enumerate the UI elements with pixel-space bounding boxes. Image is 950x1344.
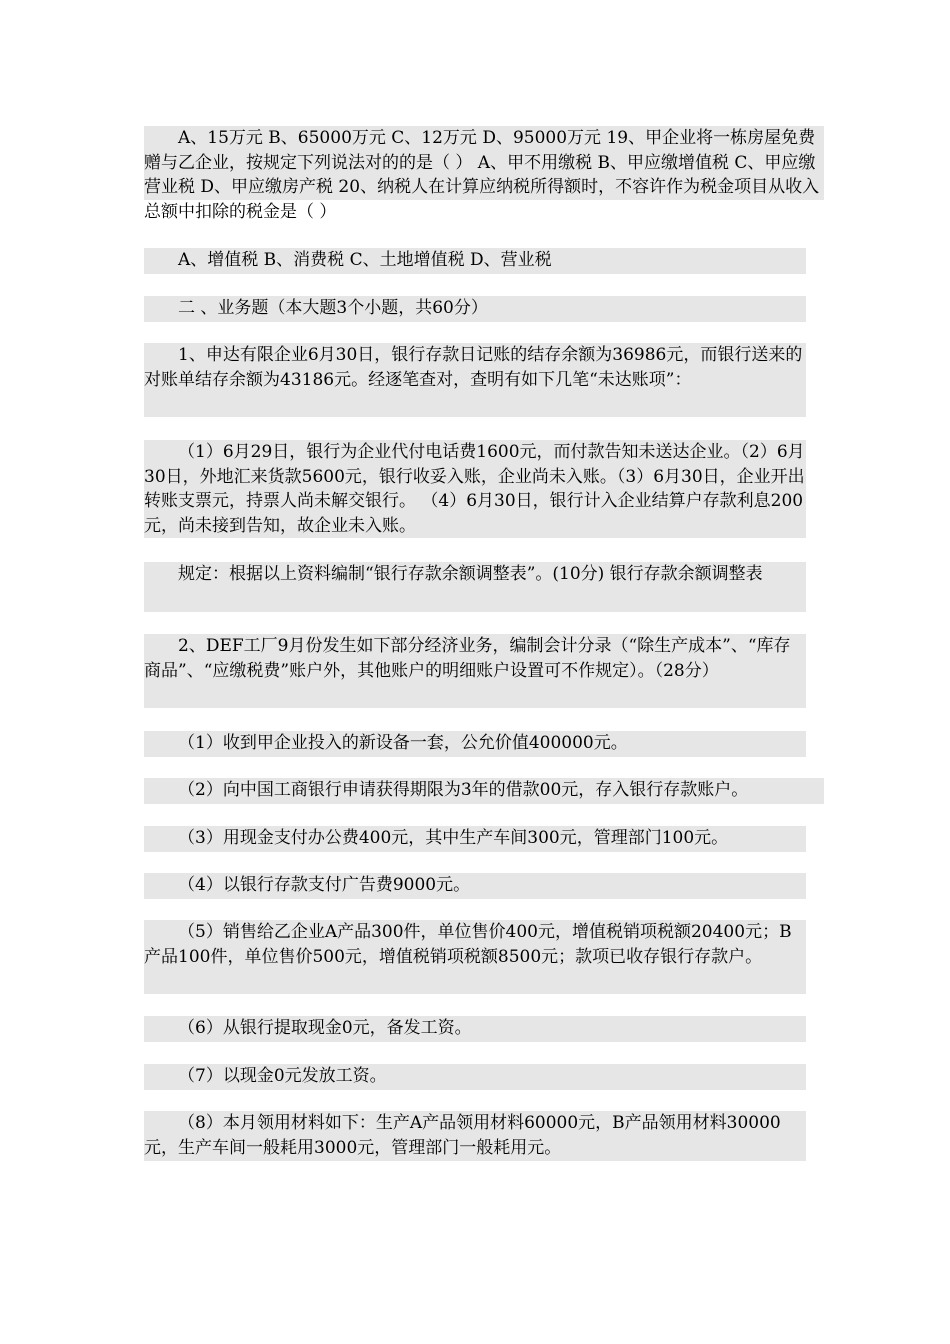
list-item-2-1 — [144, 731, 806, 757]
list-item-text: （2）向中国工商银行申请获得期限为3年的借款00元，存入银行存款账户。 — [178, 780, 749, 800]
paragraph-q20-options — [144, 248, 806, 274]
list-item-2-7 — [144, 1064, 806, 1090]
section-heading-text: 二 、业务题（本大题3个小题，共60分） — [178, 298, 488, 318]
paragraph-problem-2 — [144, 634, 806, 708]
list-item-text: （6）从银行提取现金0元，备发工资。 — [178, 1018, 472, 1038]
list-item-text: （4）以银行存款支付广告费9000元。 — [178, 875, 471, 895]
list-item-text: （1）收到甲企业投入的新设备一套，公允价值400000元。 — [178, 733, 628, 753]
paragraph-text: 规定：根据以上资料编制“银行存款余额调整表”。(10分) 银行存款余额调整表 — [178, 564, 763, 584]
paragraph-problem-1 — [144, 343, 806, 417]
list-item-2-5 — [144, 920, 806, 994]
paragraph-text: （1）6月29日，银行为企业代付电话费1600元，而付款告知未送达企业。（2）6月30日，外地汇来货款5600元，银行收妥入账，企业尚未入账。（3）6月30日，企业开出转账支票元，持票人尚未解交银行。 （4）6月30日，银行计入企业结算户存款利息200元，尚未接到告知，故企业未入账。 — [144, 442, 805, 536]
paragraph-q18-q20 — [144, 126, 824, 222]
list-item-2-2 — [144, 778, 824, 804]
paragraph-text: 2、DEF工厂9月份发生如下部分经济业务，编制会计分录（“除生产成本”、“库存商品”、“应缴税费”账户外，其他账户的明细账户设置可不作规定）。（28分） — [144, 636, 791, 681]
paragraph-problem-1-requirement — [144, 562, 806, 612]
paragraph-problem-1-items — [144, 440, 806, 538]
list-item-2-4 — [144, 873, 806, 899]
paragraph-text: A、增值税 B、消费税 C、土地增值税 D、营业税 — [178, 250, 552, 270]
list-item-text: （7）以现金0元发放工资。 — [178, 1066, 387, 1086]
paragraph-text: A、15万元 B、65000万元 C、12万元 D、95000万元 19、甲企业将一栋房屋免费赠与乙企业，按规定下列说法对的的是（ ） A、甲不用缴税 B、甲应缴增值税 C、甲应缴营业税 D、甲应缴房产税 20、纳税人在计算应纳税所得额时，不容许作为税金项目从收入总额中扣除的税金是（ ） — [144, 128, 820, 222]
list-item-2-3 — [144, 826, 806, 852]
list-item-text: （8）本月领用材料如下：生产A产品领用材料60000元，B产品领用材料30000元，生产车间一般耗用3000元，管理部门一般耗用元。 — [144, 1113, 781, 1158]
list-item-2-6 — [144, 1016, 806, 1042]
paragraph-text: 1、申达有限企业6月30日，银行存款日记账的结存余额为36986元，而银行送来的对账单结存余额为43186元。经逐笔查对，查明有如下几笔“未达账项”： — [144, 345, 803, 390]
list-item-text: （3）用现金支付办公费400元，其中生产车间300元，管理部门100元。 — [178, 828, 729, 848]
list-item-2-8 — [144, 1111, 806, 1161]
list-item-text: （5）销售给乙企业A产品300件，单位售价400元，增值税销项税额20400元；B产品100件，单位售价500元，增值税销项税额8500元；款项已收存银行存款户。 — [144, 922, 792, 967]
section-heading-business — [144, 296, 806, 322]
